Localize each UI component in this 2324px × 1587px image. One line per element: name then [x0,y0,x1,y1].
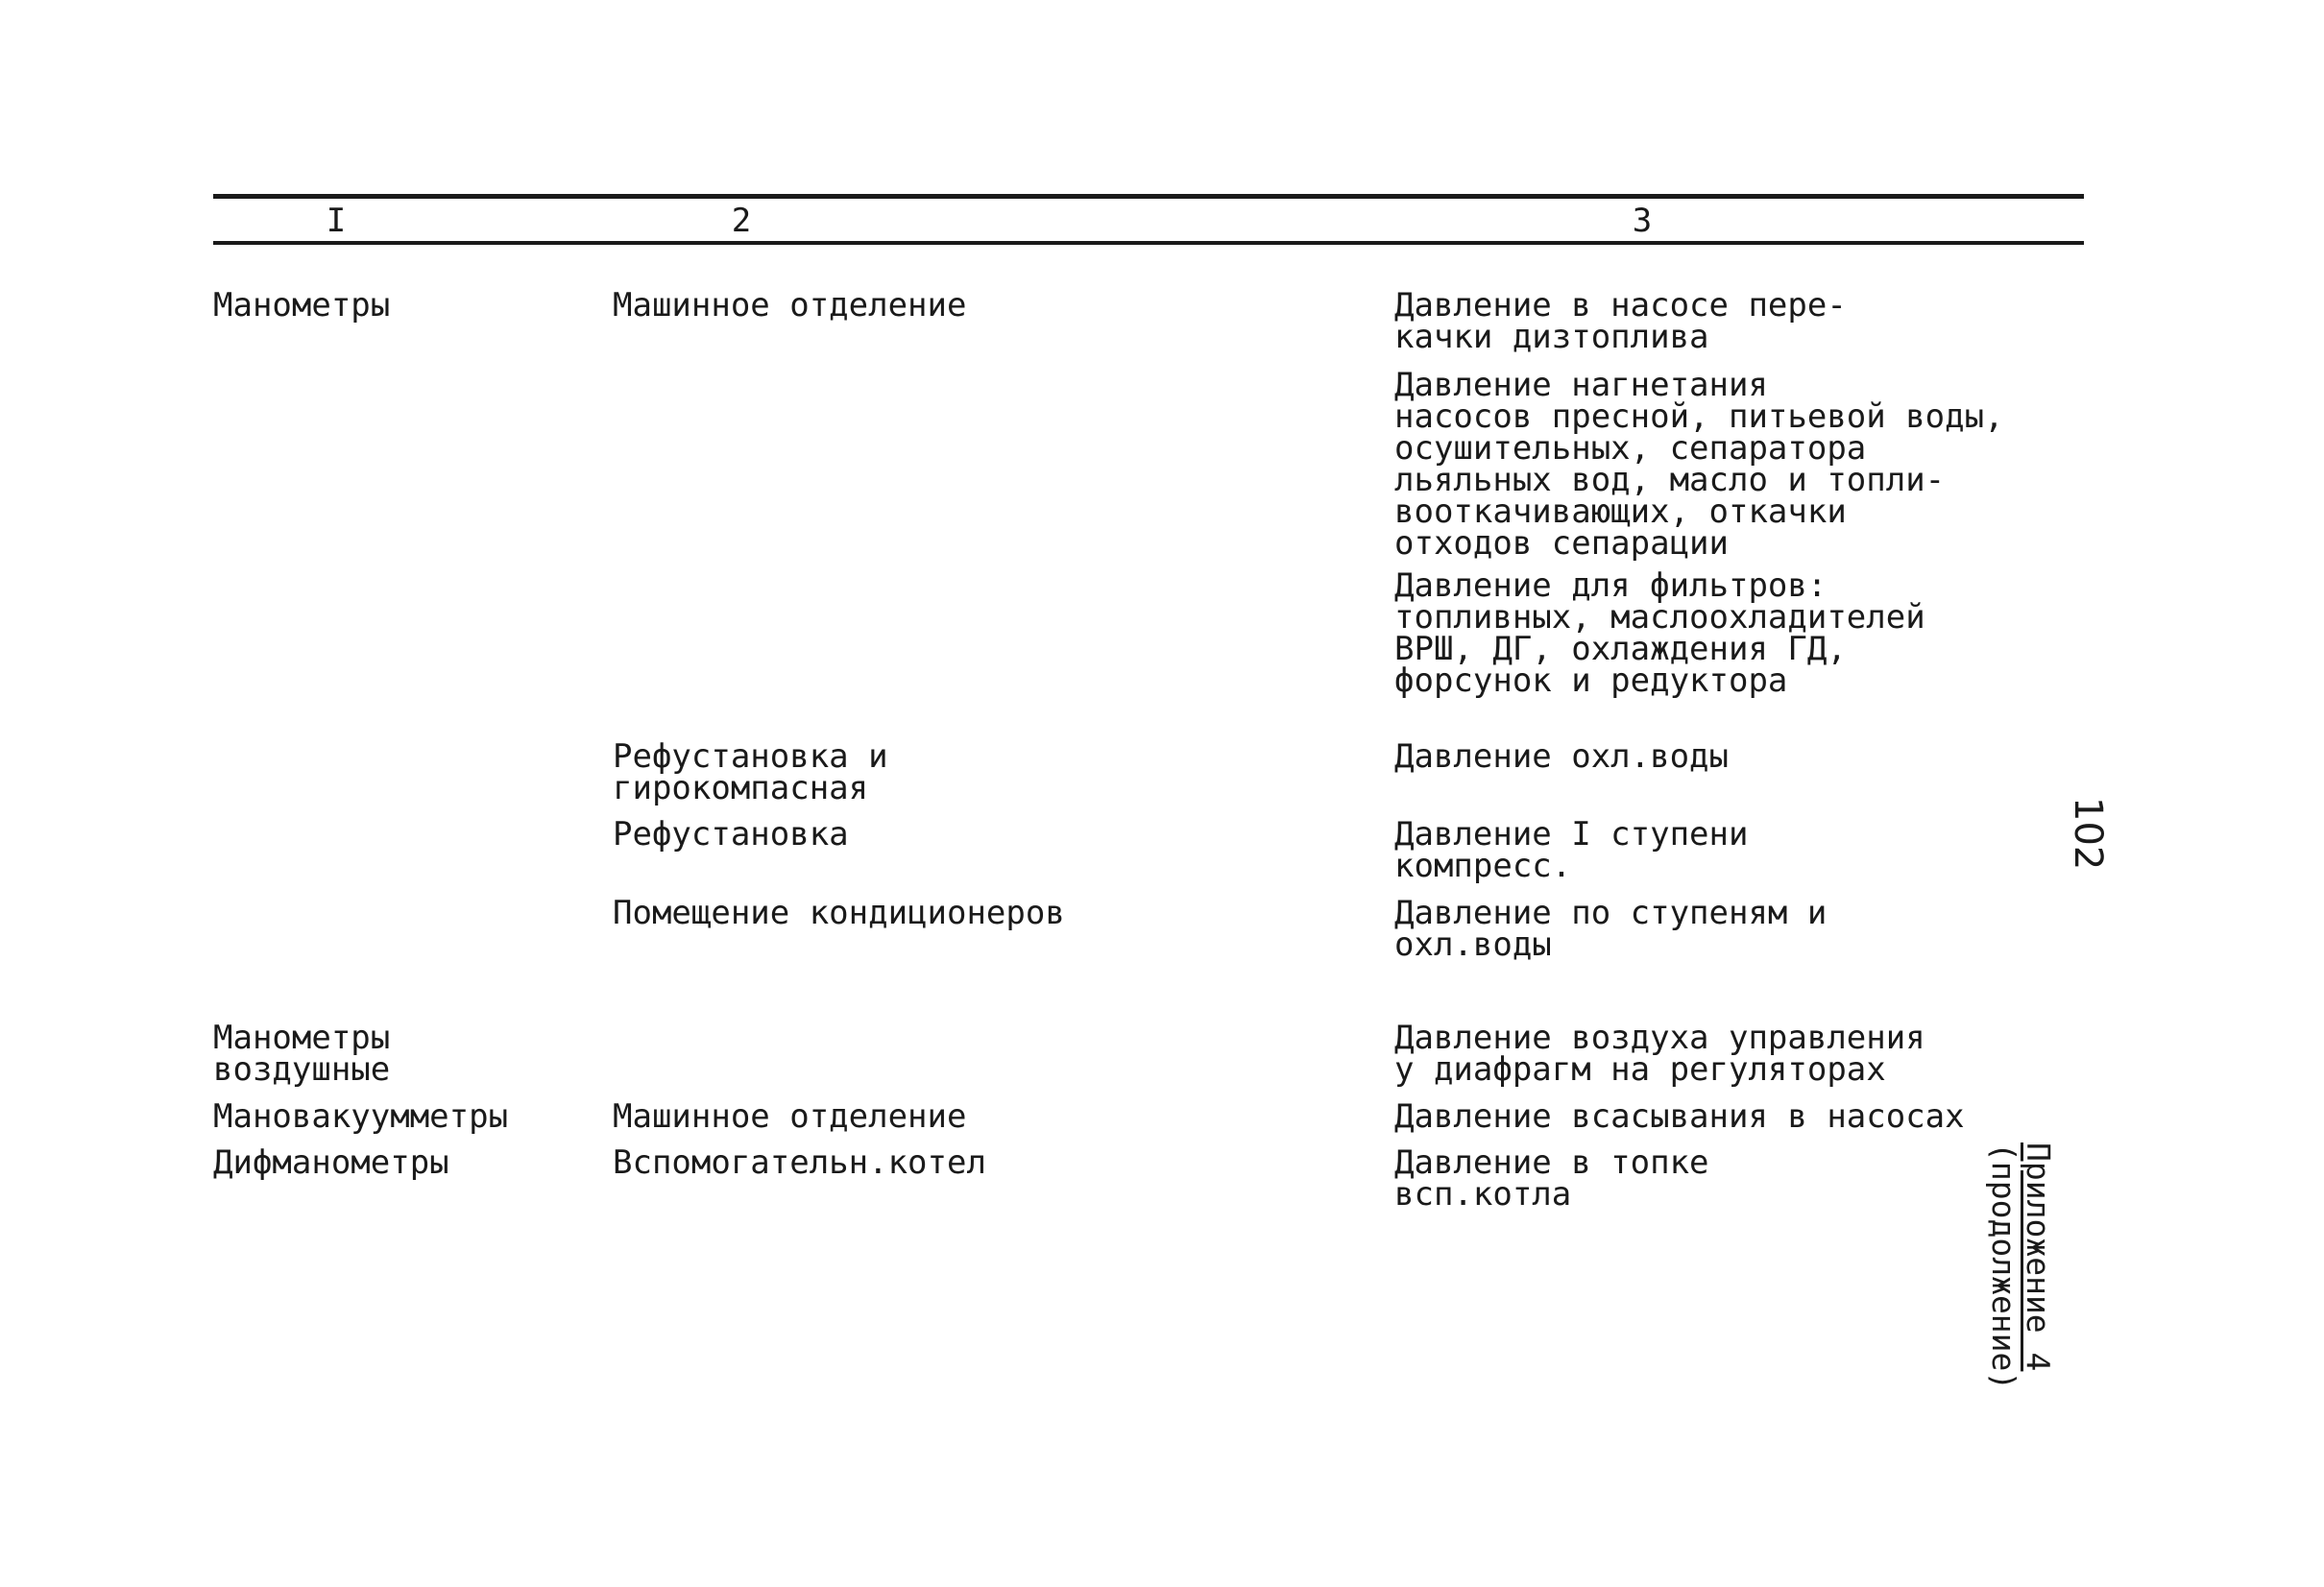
row-3-parameter: Давление для фильтров: топливных, маслоохладителей ВРШ, ДГ, охлаждения ГД, форсунок и редуктора [1394,566,1925,700]
row-4-parameter: Давление охл.воды [1394,737,1729,776]
appendix-subtitle: (продолжение) [1985,1142,2022,1391]
row-5-parameter: Давление I ступени компресс. [1394,815,1749,885]
table-top-rule [213,194,2084,199]
row-4-location: Рефустановка и гирокомпасная [613,737,888,807]
row-1-parameter: Давление в насосе пере- качки дизтоплива [1394,286,1847,356]
row-9-location: Вспомогательн.котел [613,1143,986,1182]
row-7-instrument: Манометры воздушные [213,1019,391,1089]
appendix-title: Приложение 4 [2020,1142,2057,1372]
row-6-parameter: Давление по ступеням и охл.воды [1394,894,1828,964]
row-6-location: Помещение кондиционеров [613,894,1065,932]
row-8-location: Машинное отделение [613,1097,967,1136]
row-8-instrument: Мановакуумметры [213,1097,509,1136]
row-1-instrument: Манометры [213,286,391,325]
row-9-parameter: Давление в топке всп.котла [1394,1143,1709,1214]
row-2-parameter: Давление нагнетания насосов пресной, питьевой воды, осушительных, сепаратора льяльных вод, масло и топли- вооткачивающих, откачки отходов сепарации [1394,366,2004,563]
column-number-3: 3 [1632,202,1653,240]
table-header-rule [213,241,2084,245]
column-number-1: I [326,202,347,240]
row-8-parameter: Давление всасывания в насосах [1394,1097,1965,1136]
row-5-location: Рефустановка [613,815,849,854]
column-number-2: 2 [731,202,752,240]
page-number: 102 [2066,797,2110,871]
appendix-label [1986,1142,2055,1411]
row-9-instrument: Дифманометры [213,1143,449,1182]
row-7-parameter: Давление воздуха управления у диафрагм на регуляторах [1394,1019,1925,1089]
row-1-location: Машинное отделение [613,286,967,325]
